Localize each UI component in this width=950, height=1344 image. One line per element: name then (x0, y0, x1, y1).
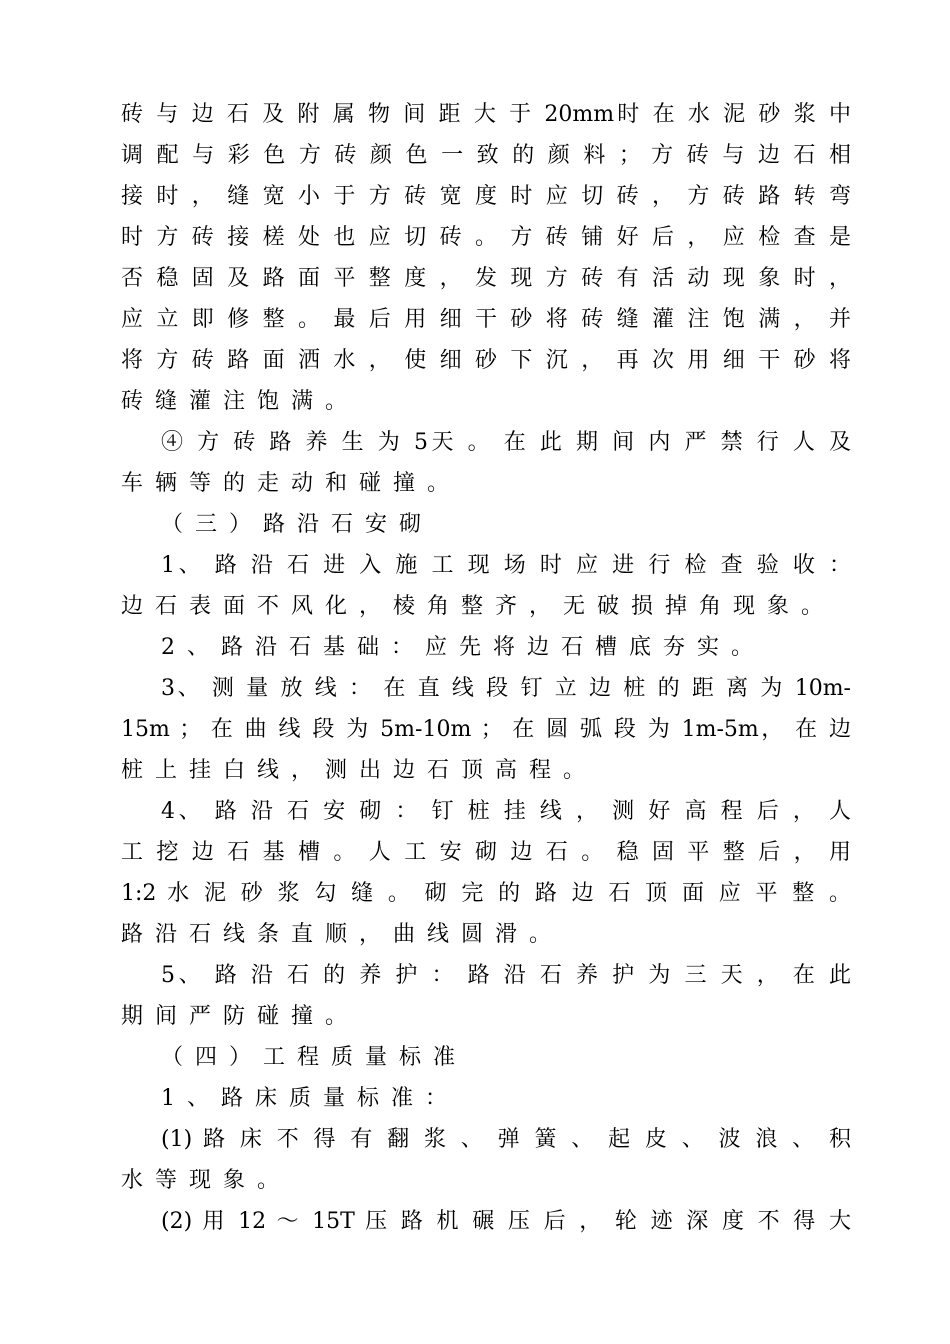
text-line: 1、路床质量标准： (161, 1086, 459, 1111)
text-line: 水等现象。 (121, 1168, 292, 1193)
text-line: 砖缝灌注饱满。 (121, 389, 360, 414)
text-line: 砖 与 边 石 及 附 属 物 间 距 大 于 20mm时 在 水 泥 砂 浆 中 (121, 102, 851, 127)
text-line: 1:2 水 泥 砂 浆 勾 缝 。 砌 完 的 路 边 石 顶 面 应 平 整 。 (121, 881, 851, 906)
text-line: 调 配 与 彩 色 方 砖 颜 色 一 致 的 颜 料 ； 方 砖 与 边 石 相 (121, 143, 851, 168)
text-line: ④ 方 砖 路 养 生 为 5天 。 在 此 期 间 内 严 禁 行 人 及 (161, 430, 851, 455)
text-line: 5、 路 沿 石 的 养 护 ： 路 沿 石 养 护 为 三 天 ， 在 此 (161, 963, 851, 988)
text-line: 期间严防碰撞。 (121, 1004, 360, 1029)
text-line: 路沿石线条直顺，曲线圆滑。 (121, 922, 564, 947)
text-line: 时 方 砖 接 槎 处 也 应 切 砖 。 方 砖 铺 好 后 ， 应 检 查 是 (121, 225, 851, 250)
section-heading: （三）路沿石安砌 (161, 512, 434, 537)
text-line: 否 稳 固 及 路 面 平 整 度 ， 发 现 方 砖 有 活 动 现 象 时 ， (121, 266, 851, 291)
text-line: (2) 用 12 ～ 15T 压 路 机 碾 压 后 ， 轮 迹 深 度 不 得 大 (161, 1209, 851, 1234)
text-line: 边石表面不风化，棱角整齐，无破损掉角现象。 (121, 594, 836, 619)
text-line: 工 挖 边 石 基 槽 。 人 工 安 砌 边 石 。 稳 固 平 整 后 ， 用 (121, 840, 851, 865)
text-line: 接 时 ， 缝 宽 小 于 方 砖 宽 度 时 应 切 砖 ， 方 砖 路 转 弯 (121, 184, 851, 209)
text-line: 桩上挂白线，测出边石顶高程。 (121, 758, 598, 783)
text-line: 车辆等的走动和碰撞。 (121, 471, 462, 496)
text-line: 3、 测 量 放 线 ： 在 直 线 段 钉 立 边 桩 的 距 离 为 10m- (161, 676, 851, 701)
text-line: 将 方 砖 路 面 洒 水 ， 使 细 砂 下 沉 ， 再 次 用 细 干 砂 将 (121, 348, 851, 373)
text-line: 应 立 即 修 整 。 最 后 用 细 干 砂 将 砖 缝 灌 注 饱 满 ， 并 (121, 307, 851, 332)
text-line: 15m ； 在 曲 线 段 为 5m-10m ； 在 圆 弧 段 为 1m-5m， 在 边 (121, 717, 851, 742)
text-line: 1、 路 沿 石 进 入 施 工 现 场 时 应 进 行 检 查 验 收 ： (161, 553, 851, 578)
section-heading: （四）工程质量标准 (161, 1045, 468, 1070)
text-line: 2、路沿石基础：应先将边石槽底夯实。 (161, 635, 765, 660)
text-line: (1) 路 床 不 得 有 翻 浆 、 弹 簧 、 起 皮 、 波 浪 、 积 (161, 1127, 851, 1152)
text-line: 4、 路 沿 石 安 砌 ： 钉 桩 挂 线 ， 测 好 高 程 后 ， 人 (161, 799, 851, 824)
